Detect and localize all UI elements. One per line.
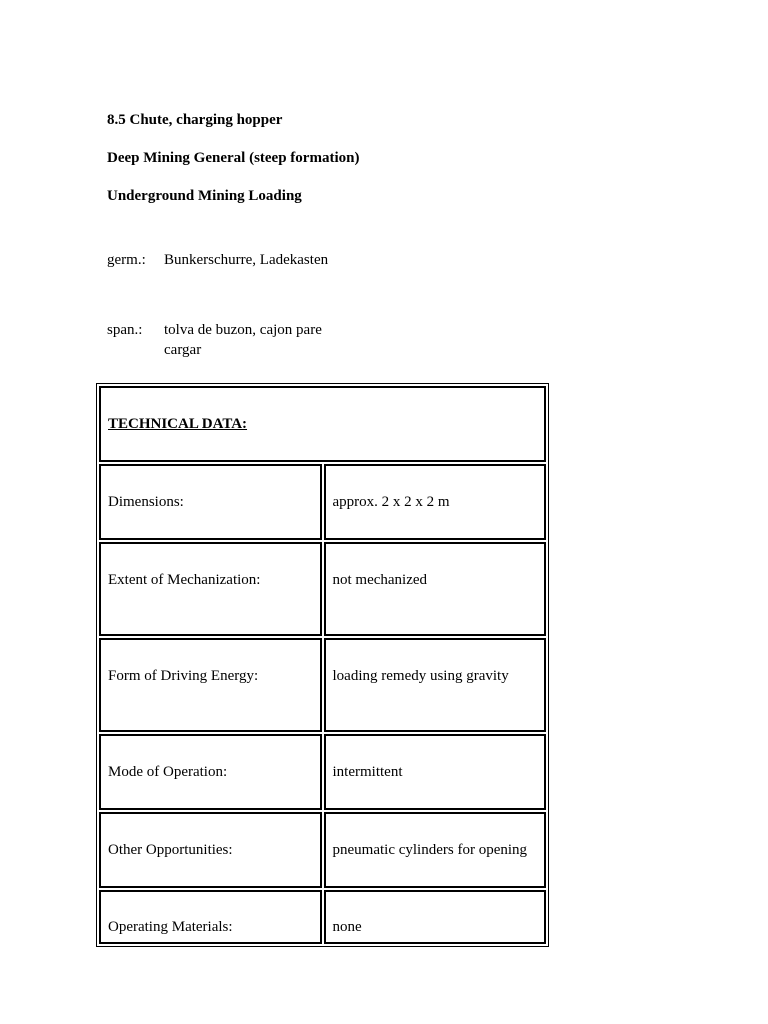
row-value [324,638,547,732]
dimensions-value: approx. 2 x 2 x 2 m [332,494,450,510]
mechanization-value: not mechanized [332,572,428,588]
table-row [99,638,546,732]
subcategory-heading: Underground Mining Loading [107,188,302,204]
table-row [99,734,546,810]
row-label [99,890,322,944]
driving-energy-label: Form of Driving Energy: [108,668,259,684]
row-value [324,812,547,888]
table-row [99,890,546,944]
technical-data-table [96,383,549,947]
row-label [99,464,322,540]
row-value [324,734,547,810]
row-label [99,638,322,732]
table-row [99,542,546,636]
section-heading: 8.5 Chute, charging hopper [107,112,283,128]
row-label [99,542,322,636]
other-opportunities-value: pneumatic cylinders for opening [332,842,528,858]
spanish-term-label: span.: [107,322,143,338]
german-term-label: germ.: [107,252,146,268]
operating-materials-label: Operating Materials: [108,919,233,935]
mode-of-operation-label: Mode of Operation: [108,764,228,780]
row-value [324,464,547,540]
row-label [99,812,322,888]
other-opportunities-label: Other Opportunities: [108,842,233,858]
category-heading: Deep Mining General (steep formation) [107,150,360,166]
mode-of-operation-value: intermittent [332,764,403,780]
mechanization-label: Extent of Mechanization: [108,572,261,588]
row-label [99,734,322,810]
operating-materials-value: none [332,919,362,935]
table-row [99,812,546,888]
technical-data-title: TECHNICAL DATA: [99,386,546,462]
table-row [99,464,546,540]
german-term-value: Bunkerschurre, Ladekasten [164,252,329,268]
table-header-row [99,386,546,462]
row-value [324,890,547,944]
row-value [324,542,547,636]
spanish-term-value: tolva de buzon, cajon pare cargar [164,322,322,358]
dimensions-label: Dimensions: [108,494,184,510]
driving-energy-value: loading remedy using gravity [332,668,509,684]
